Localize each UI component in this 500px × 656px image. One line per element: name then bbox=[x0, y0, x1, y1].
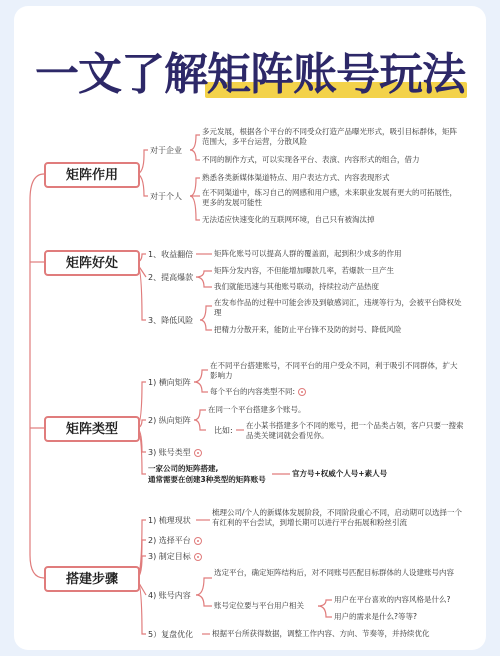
step-3-node bbox=[148, 551, 202, 562]
example-label: 比如: bbox=[214, 426, 233, 435]
page-title bbox=[0, 38, 500, 102]
expand-node-icon[interactable] bbox=[194, 537, 202, 545]
expand-node-icon[interactable] bbox=[194, 449, 202, 457]
step-4-label: 4) 账号内容 bbox=[148, 591, 191, 600]
step-2-node bbox=[148, 535, 202, 546]
vertical-example: 在小某书搭建多个不同的账号，把一个品类占领，客户只要一搜索品类关键词就会看见你。 bbox=[246, 421, 464, 440]
main-spine-line bbox=[30, 174, 44, 578]
personal-label: 对于个人 bbox=[150, 192, 182, 201]
combo-types: 官方号+权威个人号+素人号 bbox=[292, 469, 388, 478]
enterprise-label: 对于企业 bbox=[150, 146, 182, 155]
enterprise-item-2: 不同的制作方式，可以实现各平台、表演、内容形式的组合，借力 bbox=[202, 155, 420, 164]
step-1-label: 1) 梳理现状 bbox=[148, 516, 191, 525]
expand-node-icon[interactable] bbox=[194, 553, 202, 561]
benefit-1-text: 矩阵化账号可以提高人群的覆盖面，起到积少成多的作用 bbox=[214, 249, 402, 258]
personal-item-2: 在不同渠道中，练习自己的网感和用户感，未来职业发展有更大的可拓展性，更多的发展可能性 bbox=[202, 188, 457, 207]
combo-line-1: 一家公司的矩阵搭建, bbox=[148, 464, 219, 473]
benefit-3-text-2: 把精力分散开来，能防止平台锋不及防的封号、降低风险 bbox=[214, 325, 402, 334]
title-highlight-2: 账号玩法 bbox=[293, 49, 465, 100]
vertical-item-1: 在同一个平台搭建多个账号。 bbox=[208, 405, 306, 414]
benefit-2-label: 2、提高爆款 bbox=[148, 273, 194, 282]
title-area bbox=[0, 0, 500, 120]
step-4-question-2: 用户的需求是什么?等等? bbox=[334, 612, 417, 621]
benefit-2-text-1: 矩阵分发内容，不但能增加曝款几率，若爆款一旦产生 bbox=[214, 266, 394, 275]
account-type-node bbox=[148, 447, 202, 458]
step-4-text-1: 选定平台，确定矩阵结构后，对不同账号匹配目标群体的人设建账号内容 bbox=[214, 568, 454, 577]
step-4-question-1: 用户在平台喜欢的内容风格是什么? bbox=[334, 595, 451, 604]
step-3-label: 3) 制定目标 bbox=[148, 552, 191, 561]
account-type-label: 3) 账号类型 bbox=[148, 448, 191, 457]
section-matrix-benefits: 矩阵好处 bbox=[44, 250, 140, 276]
benefit-3-text-1: 在发布作品的过程中可能会涉及到敏感词汇，违规等行为，会被平台降权处理 bbox=[214, 298, 462, 317]
enterprise-item-1: 多元发展，根据各个平台的不同受众打造产品曝光形式，吸引目标群体，矩阵范围大，多平台运营，分散风险 bbox=[202, 127, 457, 146]
step-4-text-2: 账号定位要与平台用户相关 bbox=[214, 601, 304, 610]
expand-node-icon[interactable] bbox=[298, 388, 306, 396]
section-matrix-function: 矩阵作用 bbox=[44, 162, 140, 188]
combo-line-2: 通常需要在创建3种类型的矩阵账号 bbox=[148, 475, 266, 484]
step-5-text: 根据平台所获得数据，调整工作内容、方向、节奏等，并持续优化 bbox=[212, 629, 430, 638]
step-1-text: 梳理公司/个人的新媒体发展阶段，不同阶段重心不同，启动期可以选择一个有红利的平台尝试，到增长期可以进行平台拓展和粉丝引流 bbox=[212, 508, 463, 527]
vertical-matrix-label: 2) 纵向矩阵 bbox=[148, 416, 191, 425]
benefit-1-label: 1、收益翻倍 bbox=[148, 250, 194, 259]
horizontal-matrix-label: 1) 横向矩阵 bbox=[148, 378, 191, 387]
personal-item-3: 无法适应快速变化的互联网环境，自己只有被淘汰掉 bbox=[202, 215, 375, 224]
horizontal-item-1: 在不同平台搭建账号，不同平台的用户受众不同，利于吸引不同群体，扩大影响力 bbox=[210, 361, 458, 380]
section-build-steps: 搭建步骤 bbox=[44, 566, 140, 592]
section-matrix-types: 矩阵类型 bbox=[44, 416, 140, 442]
benefit-2-text-2: 我们就能迅速与其他账号联动，持续拉动产品热度 bbox=[214, 282, 379, 291]
step-2-label: 2) 选择平台 bbox=[148, 536, 191, 545]
horizontal-item-2 bbox=[210, 387, 306, 397]
title-highlight-1: 矩阵 bbox=[207, 49, 293, 100]
horizontal-item-2-text: 每个平台的内容类型不同: bbox=[210, 387, 296, 396]
benefit-3-label: 3、降低风险 bbox=[148, 316, 194, 325]
title-part-1: 一文了解 bbox=[35, 49, 207, 100]
step-5-label: 5）复盘优化 bbox=[148, 630, 194, 639]
personal-item-1: 熟悉各类新媒体渠道特点、用户表达方式、内容表现形式 bbox=[202, 173, 390, 182]
